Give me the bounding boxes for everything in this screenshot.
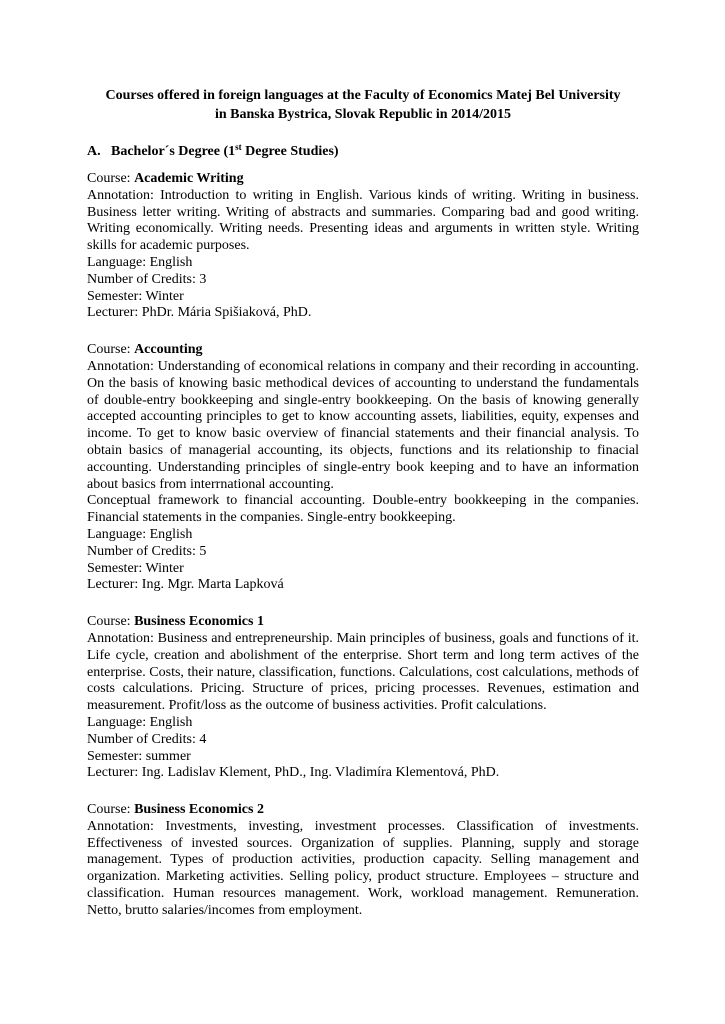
annotation-text: Introduction to writing in English. Various kinds of writing. Writing in business. Business letter writing. Writing of abstracts and summaries. Comparing bad and good writing. Writing economically. Writing needs. Presenting ideas and arguments in written style. Writing skills for academic purposes. [87, 187, 639, 254]
semester-label: Semester: [87, 748, 146, 764]
course-accounting [87, 342, 639, 594]
credits-label: Number of Credits: [87, 271, 200, 287]
course-name: Business Economics 2 [134, 802, 264, 818]
annotation-text: Understanding of economical relations in company and their recording in accounting. On the basis of knowing basic methodical devices of accounting to understand the fundamentals of double-entry bookkeeping and single-entry bookkeeping. On the basis of knowing generally accepted accounting principles to get to know accounting assets, liabilities, equity, expenses and income. To get to know basic overview of financial statements and their financial analysis. To obtain basics of managerial accounting, its objects, functions and its relationship to finacial accounting. Understanding principles of single-entry book keeping and to have an information about basics from interrnational accounting. [87, 358, 639, 492]
semester-value: Winter [145, 288, 184, 304]
course-label: Course: [87, 802, 135, 818]
course-academic-writing [87, 171, 639, 322]
language-value: English [149, 254, 193, 270]
credits-value: 5 [199, 543, 207, 559]
course-credits [87, 544, 639, 561]
annotation-label: Annotation: [87, 818, 166, 834]
annotation-label: Annotation: [87, 358, 158, 374]
title-line-1: Courses offered in foreign languages at the Faculty of Economics Matej Bel University [105, 88, 621, 103]
language-value: English [149, 526, 193, 542]
course-language [87, 255, 639, 272]
section-heading-start: Bachelor´s Degree (1 [111, 144, 236, 159]
course-semester [87, 749, 639, 766]
credits-value: 4 [199, 731, 207, 747]
course-name: Academic Writing [134, 171, 244, 186]
course-lecturer [87, 765, 639, 782]
credits-label: Number of Credits: [87, 543, 200, 559]
course-language [87, 527, 639, 544]
course-title-line [87, 171, 639, 188]
course-lecturer [87, 577, 639, 594]
course-annotation [87, 188, 639, 255]
lecturer-label: Lecturer: [87, 305, 142, 321]
course-label: Course: [87, 342, 135, 358]
lecturer-value: Ing. Mgr. Marta Lapková [141, 577, 284, 593]
section-letter: A. [87, 144, 101, 159]
course-credits [87, 732, 639, 749]
section-heading [87, 142, 639, 161]
course-business-economics-2 [87, 802, 639, 920]
annotation-text: Business and entrepreneurship. Main principles of business, goals and functions of it. Life cycle, creation and abolishment of the enterprise. Short term and long term actives of the enterprise. Costs, their nature, classification, functions. Calculations, cost calculations, methods of costs calculations. Pricing. Structure of prices, pricing processes. Revenues, estimation and measurement. Profit/loss as the outcome of business activities. Profit calculations. [87, 630, 640, 714]
annotation-text: Investments, investing, investment processes. Classification of investments. Effectiveness of invested sources. Organization of supplies. Planning, supply and storage management. Types of production activities, production capacity. Selling management and organization. Marketing activities. Selling policy, product structure. Employees – structure and classification. Human resources management. Work, workload management. Remuneration. Netto, brutto salaries/incomes from employment. [87, 818, 639, 918]
section-heading-end: Degree Studies) [241, 144, 339, 159]
language-label: Language: [87, 714, 150, 730]
course-annotation-extra: Conceptual framework to financial accounting. Double-entry bookkeeping in the companies. Financial statements in the companies. Single-entry bookkeeping. [87, 493, 639, 526]
credits-label: Number of Credits: [87, 731, 200, 747]
lecturer-value: Ing. Ladislav Klement, PhD., Ing. Vladimíra Klementová, PhD. [141, 765, 500, 781]
course-title-line [87, 802, 639, 819]
semester-value: summer [145, 748, 191, 764]
document-page [87, 86, 639, 940]
course-label: Course: [87, 171, 135, 186]
annotation-label: Annotation: [87, 187, 161, 203]
language-value: English [149, 714, 193, 730]
lecturer-label: Lecturer: [87, 765, 142, 781]
course-title-line [87, 342, 639, 359]
language-label: Language: [87, 254, 150, 270]
course-lecturer [87, 305, 639, 322]
language-label: Language: [87, 526, 150, 542]
course-label: Course: [87, 614, 135, 630]
course-semester [87, 289, 639, 306]
course-credits [87, 272, 639, 289]
section-heading-sup: st [235, 142, 242, 152]
course-title-line [87, 614, 639, 631]
course-business-economics-1 [87, 614, 639, 782]
credits-value: 3 [199, 271, 207, 287]
course-language [87, 715, 639, 732]
document-title [87, 86, 639, 124]
course-name: Accounting [134, 342, 203, 358]
lecturer-value: PhDr. Mária Spišiaková, PhD. [141, 305, 312, 321]
course-name: Business Economics 1 [134, 614, 264, 630]
annotation-label: Annotation: [87, 630, 158, 646]
lecturer-label: Lecturer: [87, 577, 142, 593]
course-annotation [87, 819, 639, 920]
semester-value: Winter [145, 560, 184, 576]
course-annotation [87, 359, 639, 493]
course-annotation [87, 631, 639, 715]
title-line-2: in Banska Bystrica, Slovak Republic in 2014/2015 [214, 107, 511, 122]
semester-label: Semester: [87, 288, 146, 304]
course-semester [87, 561, 639, 578]
semester-label: Semester: [87, 560, 146, 576]
